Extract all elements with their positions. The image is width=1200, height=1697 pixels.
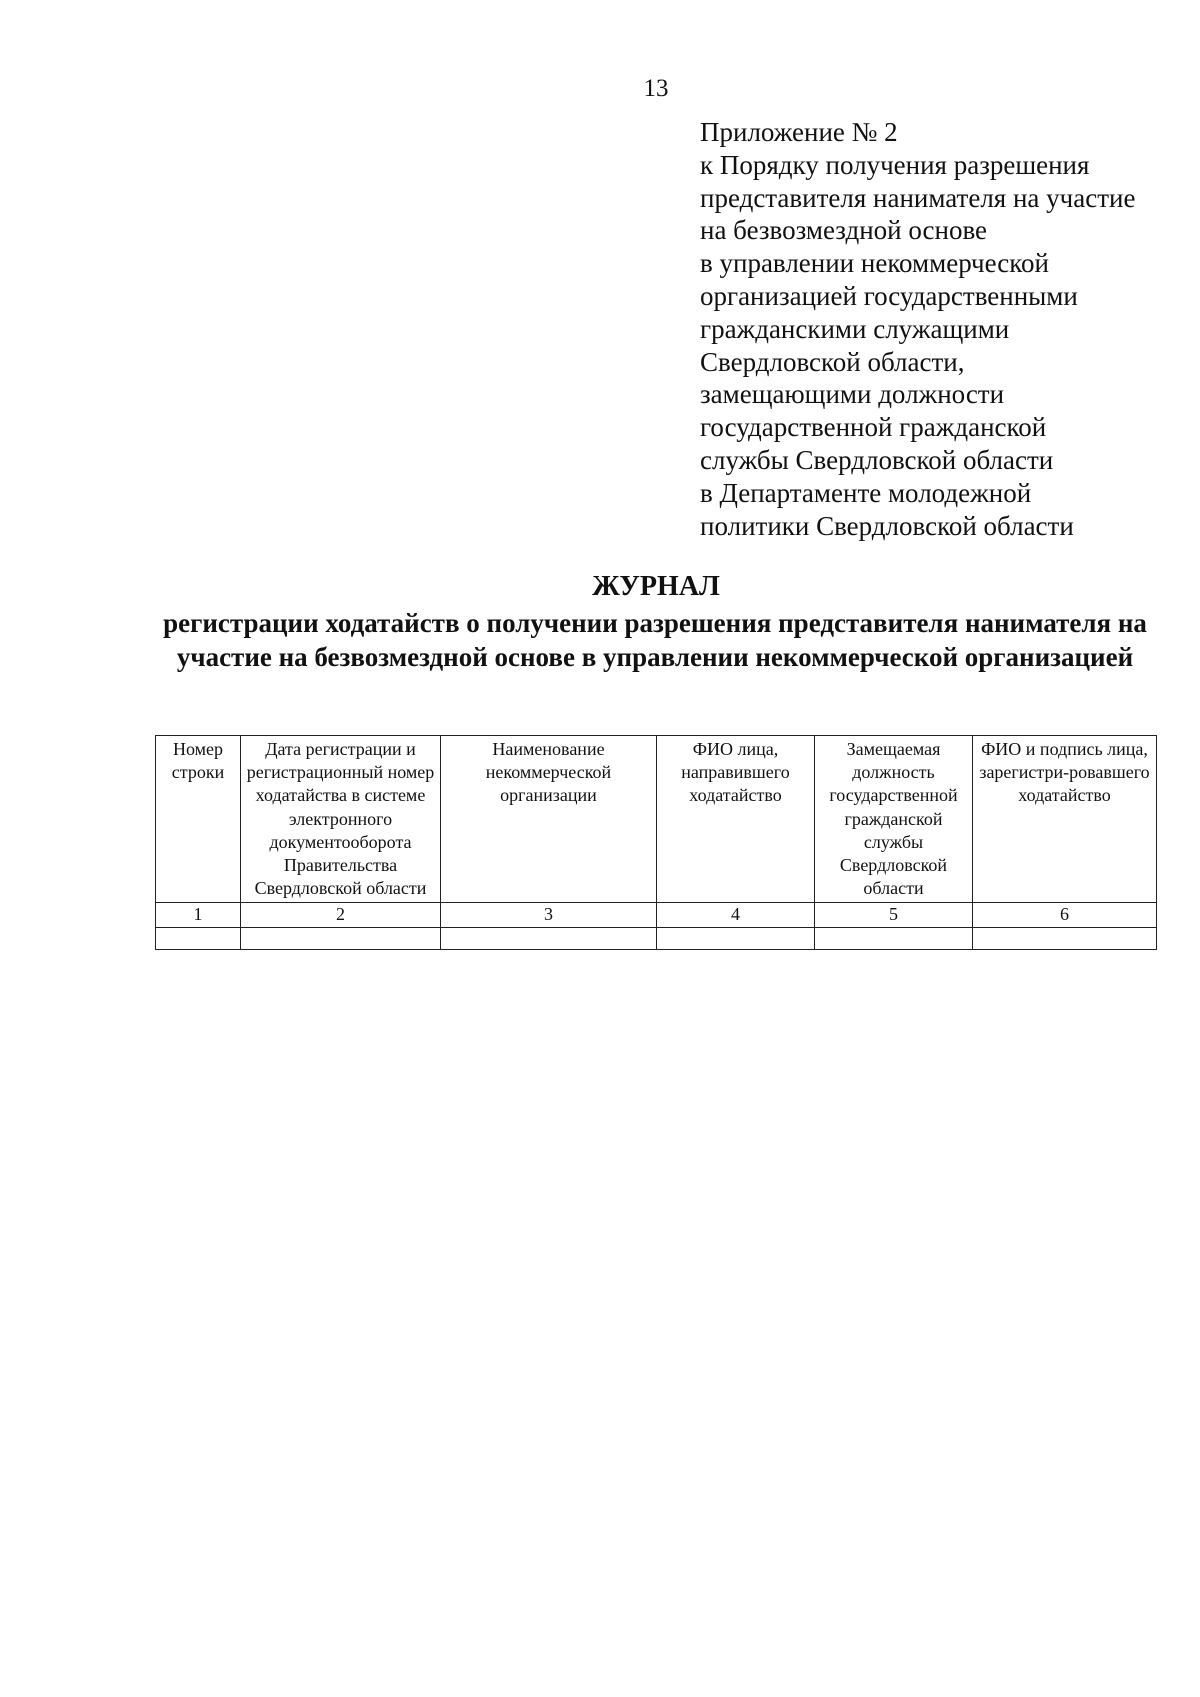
column-number: 5: [815, 903, 973, 927]
document-subtitle: регистрации ходатайств о получении разрешения представителя нанимателя на участие на безвозмездной основе в управлении некоммерческой организацией: [163, 608, 1147, 672]
appendix-line: на безвозмездной основе: [700, 215, 988, 246]
table-cell: [441, 927, 657, 949]
column-number: 6: [973, 903, 1157, 927]
appendix-line: в управлении некоммерческой: [700, 248, 1049, 279]
column-number: 2: [241, 903, 441, 927]
appendix-line: Свердловской области,: [700, 346, 965, 377]
table-cell: [156, 927, 241, 949]
column-number: 3: [441, 903, 657, 927]
column-header-row-number: Номер строки: [156, 736, 241, 903]
appendix-line: службы Свердловской области: [700, 444, 1054, 475]
column-header-registration-date: Дата регистрации и регистрационный номер ходатайства в системе электронного документооборота Правительства Свердловской области: [241, 736, 441, 903]
table-cell: [973, 927, 1157, 949]
column-number: 4: [657, 903, 815, 927]
column-header-organization-name: Наименование некоммерческой организации: [441, 736, 657, 903]
appendix-line: представителя нанимателя на участие: [700, 182, 1136, 213]
appendix-line: в Департаменте молодежной: [700, 477, 1032, 508]
column-header-applicant-name: ФИО лица, направившего ходатайство: [657, 736, 815, 903]
appendix-block: [700, 116, 1180, 542]
appendix-line: политики Свердловской области: [700, 510, 1074, 541]
table-row: [156, 927, 1157, 949]
column-number-row: [156, 903, 1157, 927]
document-title: ЖУРНАЛ: [592, 571, 720, 602]
appendix-line: государственной гражданской: [700, 412, 1047, 443]
column-header-position: Замещаемая должность государственной гражданской службы Свердловской области: [815, 736, 973, 903]
column-number: 1: [156, 903, 241, 927]
appendix-line: замещающими должности: [700, 379, 1005, 410]
table-header-row: [156, 736, 1157, 903]
appendix-line: к Порядку получения разрешения: [700, 149, 1090, 180]
table-cell: [815, 927, 973, 949]
column-header-registrar-signature: ФИО и подпись лица, зарегистри-ровавшего ходатайство: [973, 736, 1157, 903]
appendix-line: Приложение № 2: [700, 117, 898, 147]
page-number: 13: [643, 75, 669, 102]
journal-table: [155, 735, 1157, 950]
appendix-line: организацией государственными: [700, 280, 1078, 311]
table-cell: [657, 927, 815, 949]
appendix-line: гражданскими служащими: [700, 313, 1010, 344]
table-cell: [241, 927, 441, 949]
